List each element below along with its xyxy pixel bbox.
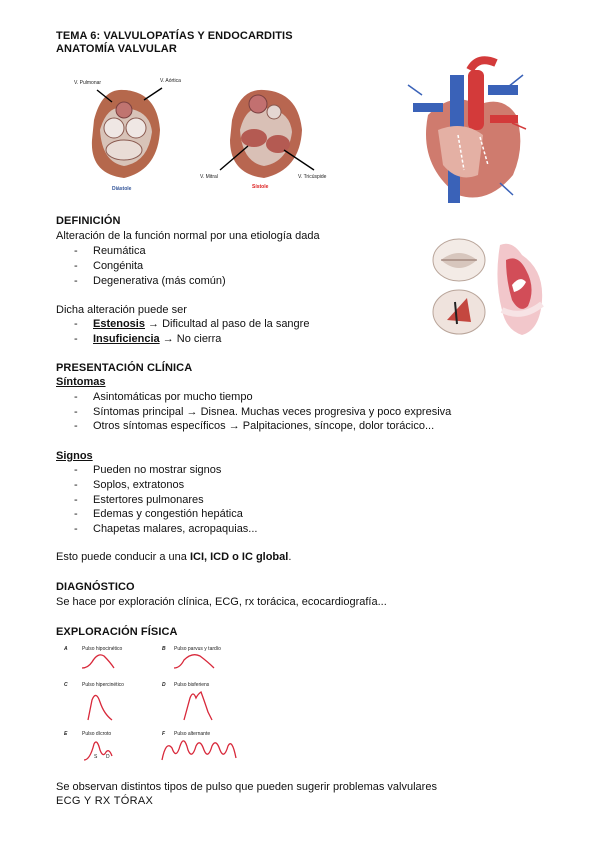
subheading-signos: Signos: [56, 450, 93, 462]
pulse-wave-d: [184, 692, 212, 720]
pulse-label: Pulso hipercinético: [82, 682, 124, 688]
pulse-letter: B: [162, 646, 166, 652]
section-heading-exploracion: EXPLORACIÓN FÍSICA: [56, 626, 178, 638]
pulse-letter: D: [162, 682, 166, 688]
subheading-sintomas: Síntomas: [56, 376, 106, 388]
pulse-wave-f: [162, 741, 236, 760]
heart-diagram: [408, 55, 528, 205]
pulse-label: Pulso hipocinético: [82, 646, 123, 652]
valve-anatomy-figure: [62, 70, 342, 195]
label-v-tricuspide: V. Tricúspide: [298, 174, 327, 180]
pulse-waveforms: [62, 642, 262, 772]
pulse-label: Pulso bisferiens: [174, 682, 210, 688]
label-v-pulmonar: V. Pulmonar: [74, 80, 102, 86]
pulse-label: Pulso parvus y tardío: [174, 646, 221, 652]
exploracion-caption: Se observan distintos tipos de pulso que pueden sugerir problemas valvulares: [56, 781, 437, 793]
valve-photo-pair: [431, 238, 491, 338]
pulse-mark: S: [94, 754, 98, 760]
pulse-label: Pulso alternante: [174, 731, 211, 737]
section-heading-ecg: ECG Y RX TÓRAX: [56, 795, 154, 807]
label-v-aortica: V. Aórtica: [160, 78, 181, 84]
label-sistole: Sístole: [252, 184, 269, 190]
page-title: TEMA 6: VALVULOPATÍAS Y ENDOCARDITIS: [56, 30, 293, 42]
section-heading-diagnostico: DIAGNÓSTICO: [56, 581, 135, 593]
label-v-mitral: V. Mitral: [200, 174, 218, 180]
pulse-wave-b: [174, 655, 214, 668]
pulse-letter: F: [162, 731, 166, 737]
section-heading-presentacion: PRESENTACIÓN CLÍNICA: [56, 362, 193, 374]
section-heading-anatomia: ANATOMÍA VALVULAR: [56, 43, 177, 55]
label-diastole: Diástole: [112, 186, 132, 192]
definicion-intro: Alteración de la función normal por una etiología dada: [56, 230, 320, 242]
pulse-wave-c: [88, 695, 112, 720]
conduce-text: Esto puede conducir a una ICI, ICD o IC global.: [56, 551, 292, 563]
pulse-figure: [62, 642, 262, 772]
pulse-mark: D: [106, 754, 110, 760]
pulse-letter: C: [64, 682, 68, 688]
pulse-label: Pulso dícroto: [82, 731, 112, 737]
valve-section-image: [492, 240, 552, 340]
pulse-letter: E: [64, 731, 68, 737]
alteracion-intro: Dicha alteración puede ser: [56, 304, 187, 316]
section-heading-definicion: DEFINICIÓN: [56, 215, 121, 227]
pulse-wave-a: [82, 655, 114, 668]
pulse-letter: A: [64, 646, 68, 652]
diagnostico-text: Se hace por exploración clínica, ECG, rx torácica, ecocardiografía...: [56, 596, 387, 608]
